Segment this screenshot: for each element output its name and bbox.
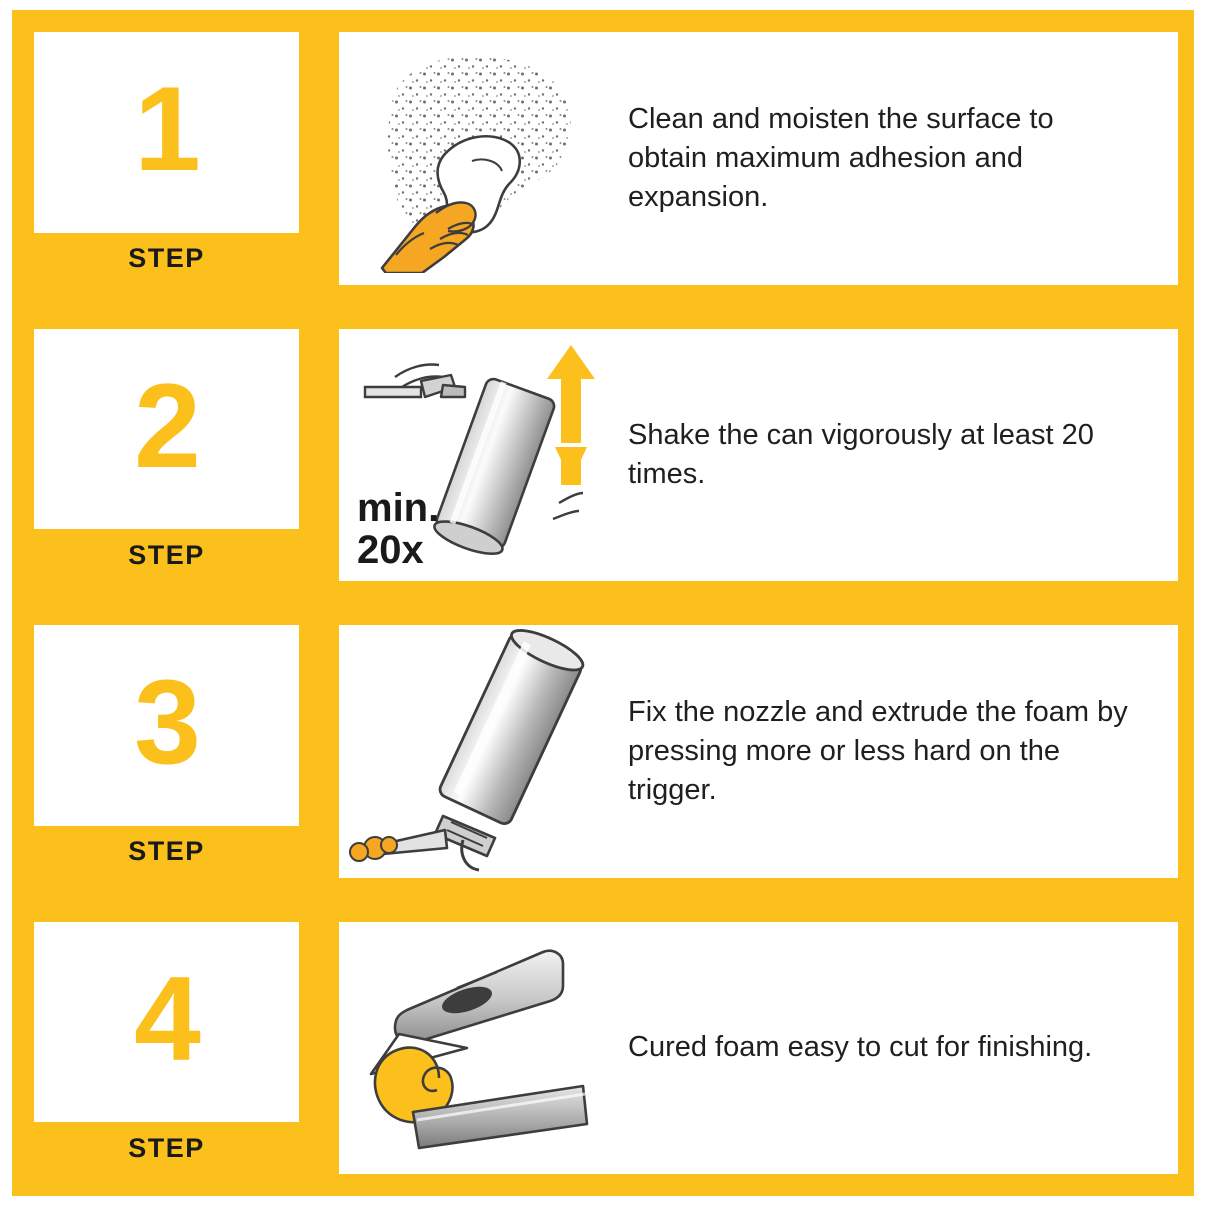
step-number-3: 3 bbox=[134, 655, 199, 790]
content-cell-1 bbox=[317, 10, 1194, 307]
content-card-2[interactable] bbox=[339, 329, 1178, 582]
step-label-3: STEP bbox=[34, 826, 299, 878]
utility-knife-cutting-foam-icon bbox=[339, 922, 624, 1175]
step-description-3: Fix the nozzle and extrude the foam by pressing more or less hard on the trigger. bbox=[628, 696, 1128, 806]
step-label-4: STEP bbox=[34, 1122, 299, 1174]
step-description-1: Clean and moisten the surface to obtain maximum adhesion and expansion. bbox=[628, 103, 1054, 213]
step-cell-4 bbox=[12, 900, 317, 1197]
step-label-1: STEP bbox=[34, 233, 299, 285]
step-cell-1 bbox=[12, 10, 317, 307]
step-card-1[interactable] bbox=[34, 32, 299, 285]
step-card-4[interactable] bbox=[34, 922, 299, 1175]
step-number-2: 2 bbox=[134, 358, 199, 493]
shaking-foam-can-icon bbox=[339, 329, 624, 582]
shake-overlay-line1: min. bbox=[356, 485, 439, 530]
content-cell-4 bbox=[317, 900, 1194, 1197]
content-card-3[interactable] bbox=[339, 625, 1178, 878]
content-cell-3 bbox=[317, 603, 1194, 900]
step-card-2[interactable] bbox=[34, 329, 299, 582]
gloved-hand-wiping-wall-icon bbox=[339, 32, 624, 285]
step-cell-3 bbox=[12, 603, 317, 900]
content-card-1[interactable] bbox=[339, 32, 1178, 285]
step-cell-2 bbox=[12, 307, 317, 604]
foam-gun-extruding-icon bbox=[339, 625, 624, 878]
content-cell-2 bbox=[317, 307, 1194, 604]
step-description-4: Cured foam easy to cut for finishing. bbox=[628, 1031, 1093, 1064]
shake-overlay-line2: 20x bbox=[356, 527, 424, 572]
step-number-1: 1 bbox=[134, 62, 199, 197]
step-card-3[interactable] bbox=[34, 625, 299, 878]
content-card-4[interactable] bbox=[339, 922, 1178, 1175]
step-description-2: Shake the can vigorously at least 20 times. bbox=[628, 419, 1094, 490]
steps-grid bbox=[12, 10, 1194, 1196]
step-number-4: 4 bbox=[134, 951, 199, 1086]
step-label-2: STEP bbox=[34, 529, 299, 581]
